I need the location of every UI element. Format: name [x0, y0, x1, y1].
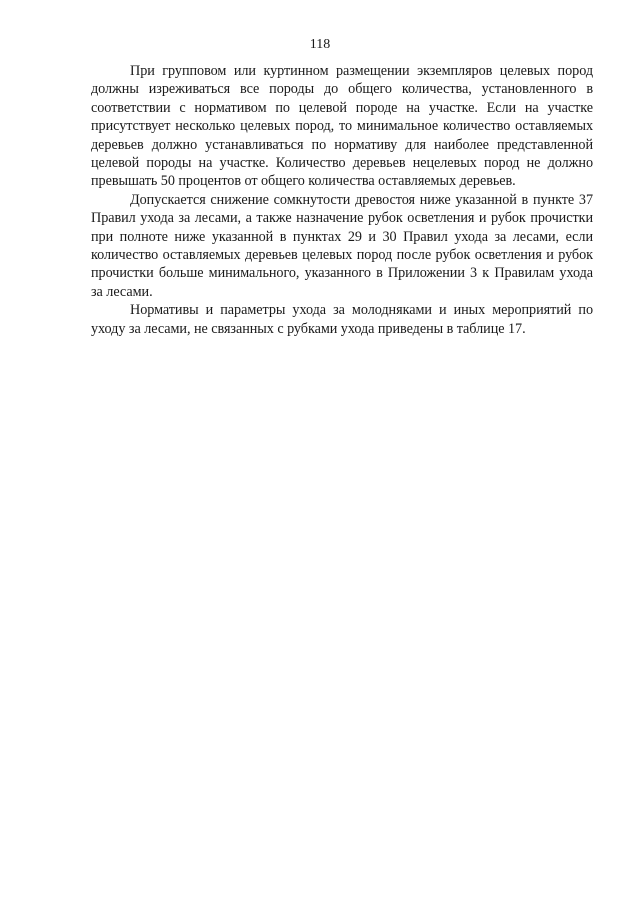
page-number: 118 — [309, 37, 331, 52]
document-body — [91, 62, 593, 338]
paragraph-table-reference: Нормативы и параметры ухода за молодняками и иных мероприятий по уходу за лесами, не связанных с рубками ухода приведены в таблице 17. — [91, 302, 593, 337]
paragraph-group-thinning: При групповом или куртинном размещении экземпляров целевых пород должны изреживаться все породы до общего количества, установленного в соответствии с нормативом по целевой породе на участке. Если на участке присутствует несколько целевых пород, то минимальное количество оставляемых деревьев должно устанавливаться по нормативу для наиболее представленной целевой породы на участке. Количество деревьев нецелевых пород не должно превышать 50 процентов от общего количества оставляемых деревьев. — [91, 63, 593, 190]
paragraph-density-reduction: Допускается снижение сомкнутости древостоя ниже указанной в пункте 37 Правил ухода за лесами, а также назначение рубок осветления и рубок прочистки при полноте ниже указанной в пунктах 29 и 30 Правил ухода за лесами, если количество оставляемых деревьев целевых пород после рубок осветления и рубок прочистки больше минимального, указанного в Приложении 3 к Правилам ухода за лесами. — [91, 191, 593, 300]
